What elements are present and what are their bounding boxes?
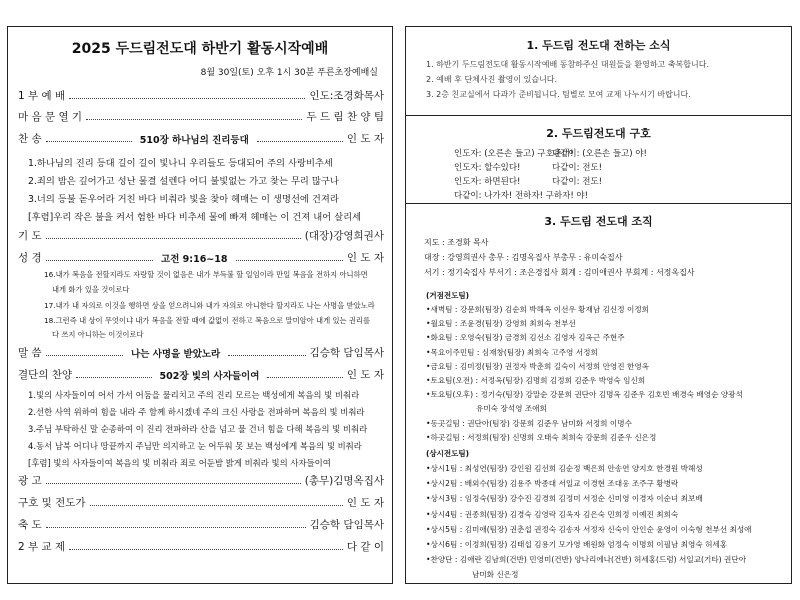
chant-leader-line: 인도자: (오른손 들고) 구호준비! (454, 149, 574, 159)
order-label: 기 도 (18, 230, 42, 242)
team-line: •동곳길팀 : 권단아(팀장) 강문희 김준우 남미화 서정희 이명수 (426, 418, 632, 428)
team-line: •상시6팀 : 이정희(팀장) 김태섭 김용기 모가영 배원화 엄정숙 이명희 이필남 최영숙 허세홍 (426, 540, 728, 549)
dotted-leader (228, 355, 305, 356)
order-row (18, 494, 384, 511)
bulletin-title: 2025 두드림전도대 하반기 활동시작예배 (71, 41, 329, 57)
chant-leader-line: 다같이: 나가자! 전하자! 구하자! 야! (454, 191, 589, 201)
order-row (18, 249, 384, 266)
team-line: 유미숙 장석영 조애희 (476, 404, 547, 414)
order-label: 2 부 교 제 (18, 541, 66, 553)
dotted-leader (86, 119, 302, 120)
order-label: 말 씀 (18, 347, 42, 359)
order-row (18, 538, 384, 555)
lyric-line: 2.죄의 밤은 깊어가고 성난 물결 설렌다 어디 불빛없는 가고 찾는 무리 많구나 (28, 176, 339, 187)
chant-row (454, 175, 754, 187)
lyric-line: 1.빛의 사자들이여 어서 가서 어둠을 물리치고 주의 진리 모르는 백성에게 복음의 빛 비춰라 (28, 390, 360, 400)
order-detail: 나는 사명을 받았노라 (127, 346, 224, 360)
dotted-leader (76, 377, 151, 378)
chant-row (454, 161, 754, 173)
info-panel (405, 26, 792, 584)
order-label: 성 경 (18, 252, 42, 264)
chant-leader-line: 인도자: 할수있다! (454, 163, 521, 173)
team-line: •찬양단 : 김애란 김남희(건반) 민영미(건반) 양나리에나(건반) 허세홍(드럼) 서일교(기타) 권단아 (426, 555, 747, 565)
dotted-leader (46, 527, 306, 528)
team-line: •금요팀 : 김미정(팀장) 권정자 박춘희 길숙이 서정희 안영진 한영옥 (426, 361, 649, 371)
chant-response: 다같이: (오른손 들고) 야! (552, 149, 647, 159)
team-line: •토요팀(오후) : 정기숙(팀장) 강말순 강문희 권단아 김명옥 김준우 김호빈 배경숙 배영순 양광석 (426, 390, 743, 400)
order-detail: 502장 빛의 사자들이여 (156, 368, 264, 382)
chant-leader-line: 인도자: 하면된다! (454, 177, 521, 187)
order-label: 1 부 예 배 (18, 90, 66, 102)
order-leader: 인 도 자 (346, 252, 384, 264)
order-leader: 인 도 자 (346, 497, 384, 509)
base-group-label: (거점전도팀) (426, 291, 470, 300)
order-label: 마 음 문 열 기 (18, 111, 83, 123)
leader-line: 대장 : 강영희권사 총무 : 김명옥집사 부총무 : 유미숙집사 (424, 253, 623, 262)
order-detail: 고전 9:16~18 (157, 251, 231, 265)
order-leader: 인도:조경화목사 (309, 90, 384, 102)
worship-order-panel (7, 26, 393, 584)
order-leader: 김승학 담임목사 (309, 347, 384, 359)
order-leader: 인 도 자 (346, 369, 385, 381)
order-row (18, 472, 384, 489)
always-group-label: (상시전도팀) (426, 449, 470, 458)
lyric-line: 1.하나님의 진리 등대 길이 길이 빛나니 우리들도 등대되어 주의 사랑비추세 (28, 158, 333, 169)
leader-line: 서기 : 정기숙집사 부서기 : 조은경집사 회계 : 김미애권사 부회계 : 서정옥집사 (424, 268, 695, 277)
team-line: •상시3팀 : 임정숙(팀장) 강수진 김경희 김정미 서정순 신미영 이경자 이순녀 최보배 (426, 494, 703, 504)
dotted-leader (267, 377, 342, 378)
section-divider (406, 115, 791, 116)
order-leader: 두 드 림 찬 양 팀 (306, 111, 384, 123)
team-line: •상시5팀 : 김미애(팀장) 권춘섭 권정숙 김송자 서정자 신숙이 안인순 윤영이 이숙형 천부선 최성애 (426, 524, 752, 534)
chant-title: 2. 두드림전도대 구호 (546, 127, 651, 140)
dotted-leader (46, 141, 132, 142)
lyric-line: [후렴]우리 작은 불을 켜서 험한 바다 비추세 물에 빠져 헤매는 이 건져 내어 살리세 (28, 212, 362, 223)
scripture-line: 17.내가 내 자의로 이것을 행하면 상을 얻으려니와 내가 자의로 아니한다 할지라도 나는 사명을 받았노라 (44, 301, 375, 310)
dotted-leader (46, 483, 301, 484)
section-divider (406, 203, 791, 204)
lyric-line: [후렴] 빛의 사자들이여 복음의 빛 비춰라 죄로 어둔밤 밝게 비춰라 빛의 사자들이여 (28, 458, 331, 468)
news-item: 1. 하반기 두드림전도대 활동시작예배 동참하주신 대원들을 환영하고 축복합니다. (426, 60, 709, 69)
scripture-line: 내게 화가 있을 것이로다 (52, 285, 130, 294)
team-line: •월요팀 : 조윤경(팀장) 강영희 최희숙 천부선 (426, 319, 576, 329)
team-line: •화요팀 : 오영숙(팀장) 금경희 김선소 김영자 김옥근 주현주 (426, 333, 625, 343)
news-title: 1. 두드림 전도대 전하는 소식 (526, 39, 671, 52)
order-label: 축 도 (18, 519, 42, 531)
order-label: 찬 송 (18, 133, 42, 145)
lyric-line: 3.주님 부탁하신 말 순종하여 이 진리 전파하라 산을 넘고 물 건너 힘을 다해 복음의 빛 비춰라 (28, 424, 368, 434)
dotted-leader (46, 355, 123, 356)
leader-line: 지도 : 조경화 목사 (424, 238, 489, 247)
order-detail: 510장 하나님의 진리등대 (136, 132, 253, 146)
order-row (18, 366, 384, 383)
scripture-line: 16.내가 복음을 전할지라도 자랑할 것이 없음은 내가 부득불 할 일임이라 만일 복음을 전하지 아니하면 (44, 270, 368, 279)
scripture-line: 다 쓰지 아니하는 이것이로다 (52, 330, 144, 339)
order-leader: (대장)강영희권사 (304, 230, 384, 242)
order-row (18, 344, 384, 361)
dotted-leader (90, 505, 343, 506)
dotted-leader (69, 549, 343, 550)
order-row (18, 130, 384, 147)
dotted-leader (46, 238, 301, 239)
dotted-leader (69, 98, 305, 99)
order-label: 결단의 찬양 (18, 369, 73, 381)
team-line: •상시4팀 : 권종희(팀장) 김경숙 김영락 김옥자 김은숙 민희정 이예진 최희숙 (426, 509, 679, 519)
team-line: •하곳길팀 : 서정희(팀장) 신명희 오태숙 최희숙 강문희 김준우 신은정 (426, 432, 657, 442)
order-label: 구호 및 전도가 (18, 497, 86, 509)
chant-response: 다같이: 전도! (552, 177, 603, 187)
chant-row (454, 189, 754, 201)
dotted-leader (236, 260, 343, 261)
order-leader: 김승학 담임목사 (309, 519, 384, 531)
order-leader: (총무)김명옥집사 (304, 475, 384, 487)
news-item: 2. 예배 후 단체사진 촬영이 있습니다. (426, 75, 558, 84)
organization-title: 3. 두드림 전도대 조직 (544, 215, 653, 228)
order-leader: 인 도 자 (346, 133, 384, 145)
team-line: •토요팀(오전) : 서정옥(팀장) 김명희 김정희 김준우 박영숙 임신희 (426, 376, 646, 385)
dotted-leader (46, 260, 153, 261)
news-item: 3. 2층 친교실에서 다과가 준비됩니다. 팀별로 모여 교제 나누시기 바랍니다. (426, 90, 691, 99)
order-row (18, 87, 384, 104)
dotted-leader (257, 141, 343, 142)
team-line: •상시2팀 : 배외수(팀장) 김용주 박종대 서일교 이경현 조대웅 조주구 황병락 (426, 479, 679, 489)
order-row (18, 227, 384, 244)
order-row (18, 108, 384, 125)
scripture-line: 18.그런즉 내 상이 무엇이냐 내가 복음을 전할 때에 값없이 전하고 복음으로 말미암아 내게 있는 권리를 (44, 316, 371, 325)
order-row (18, 516, 384, 533)
chant-response: 다같이: 전도! (552, 163, 603, 173)
team-line: •상시1팀 : 최성연(팀장) 강인원 김선희 김순정 백은희 안송연 양지호 한경원 박해성 (426, 464, 703, 473)
chant-row (454, 147, 754, 159)
team-line: 남미화 신은정 (472, 570, 519, 580)
date-line: 8월 30일(토) 오후 1시 30분 푸른초장예배실 (200, 68, 378, 78)
team-line: •새벽팀 : 강문희(팀장) 김순희 박해옥 이선우 황재남 김신정 이정희 (426, 305, 649, 314)
lyric-line: 2.선한 사역 위하여 힘을 내라 주 함께 하시겠네 주의 크신 사랑을 전파하며 복음의 빛 비춰라 (28, 407, 365, 417)
team-line: •목요이주민팀 : 심재창(팀장) 최희숙 고주영 서정희 (426, 347, 598, 357)
order-label: 광 고 (18, 475, 42, 487)
lyric-line: 4.동서 남북 어디나 땅끝까지 주님만 의지하고 눈 어두워 못 보는 백성에게 복음의 빛 비춰라 (28, 441, 362, 451)
order-leader: 다 같 이 (346, 541, 384, 553)
lyric-line: 3.너의 등불 돋우어라 거친 바다 비춰라 빛을 찾아 헤매는 이 생명선에 건져라 (28, 194, 339, 205)
